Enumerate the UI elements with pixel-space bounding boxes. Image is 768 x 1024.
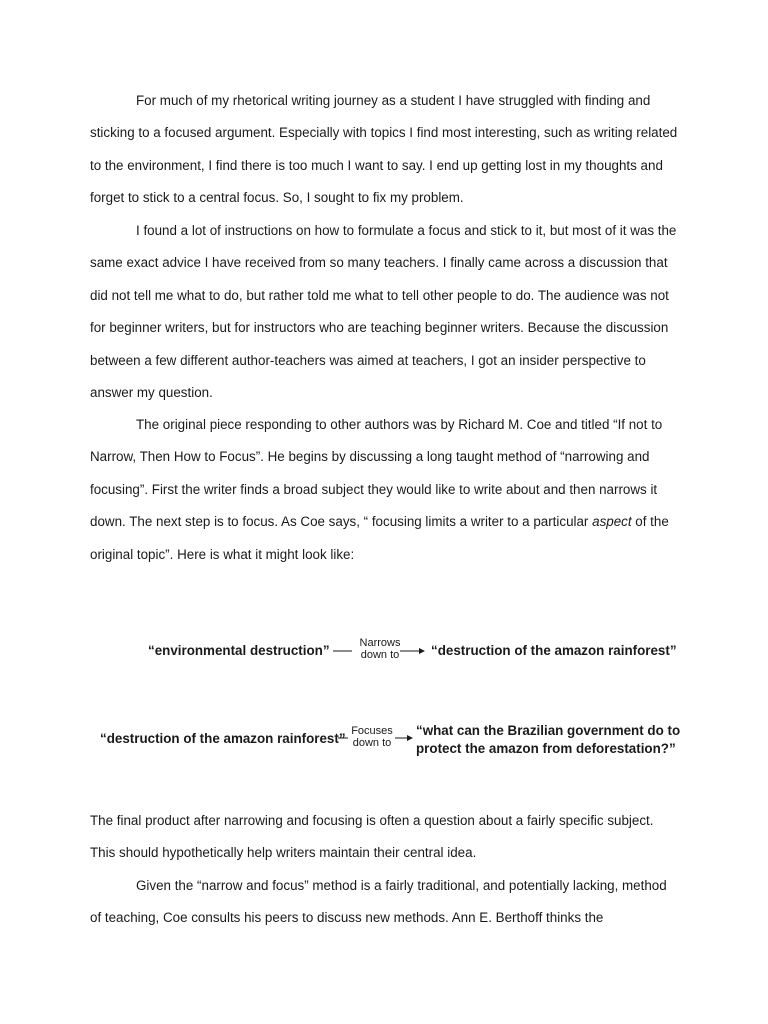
step-2-connector-line-2: down to: [352, 737, 392, 749]
paragraph-3-emphasis: aspect: [592, 514, 632, 530]
step-1-from-label: “environmental destruction”: [148, 643, 330, 658]
step-2-connector-line-1: Focuses: [351, 725, 393, 737]
step-1-connector-line-1: Narrows: [359, 637, 401, 649]
paragraph-5: Given the “narrow and focus” method is a fairly traditional, and potentially lacking, method of teaching, Coe consults his peers to discuss new methods. Ann E. Berthoff thinks the: [90, 878, 667, 926]
step-2-to-line-1: “what can the Brazilian government do to: [416, 723, 681, 738]
paragraph-1: For much of my rhetorical writing journey as a student I have struggled with finding and sticking to a focused argument. Especially with topics I find most interesting, such as writing related to the environment, I find there is too much I want to say. I end up getting lost in my thoughts and forget to stick to a central focus. So, I sought to fix my problem.: [90, 93, 678, 206]
paragraph-3: [90, 409, 680, 571]
step-1-connector-line-2: down to: [360, 649, 400, 661]
paragraph-3-text-after: of the original topic”. Here is what it might look like:: [90, 514, 669, 562]
step-1-connector-label: [356, 637, 404, 661]
step-2-from-label: “destruction of the amazon rainforest”: [100, 731, 346, 746]
step-1-to-label: “destruction of the amazon rainforest”: [431, 643, 677, 658]
step-2-to-line-2: protect the amazon from deforestation?”: [416, 741, 676, 756]
paragraph-4: The final product after narrowing and focusing is often a question about a fairly specific subject. This should hypothetically help writers maintain their central idea.: [90, 813, 654, 861]
paragraph-2: I found a lot of instructions on how to formulate a focus and stick to it, but most of it was the same exact advice I have received from so many teachers. I finally came across a discussion that did not tell me what to do, but rather told me what to tell other people to do. The audience was not for beginner writers, but for instructors who are teaching beginner writers. Because the discussion between a few different author-teachers was aimed at teachers, I got an insider perspective to answer my question.: [90, 223, 677, 401]
step-2-connector-label: [348, 725, 396, 749]
step-2-to-label: [416, 722, 680, 758]
paragraph-3-text-before: The original piece responding to other authors was by Richard M. Coe and titled “If not to Narrow, Then How to Focus”. He begins by discussing a long taught method of “narrowing and focusing”. First the writer finds a broad subject they would like to write about and then narrows it down. The next step is to focus. As Coe says, “ focusing limits a writer to a particular: [90, 417, 663, 530]
